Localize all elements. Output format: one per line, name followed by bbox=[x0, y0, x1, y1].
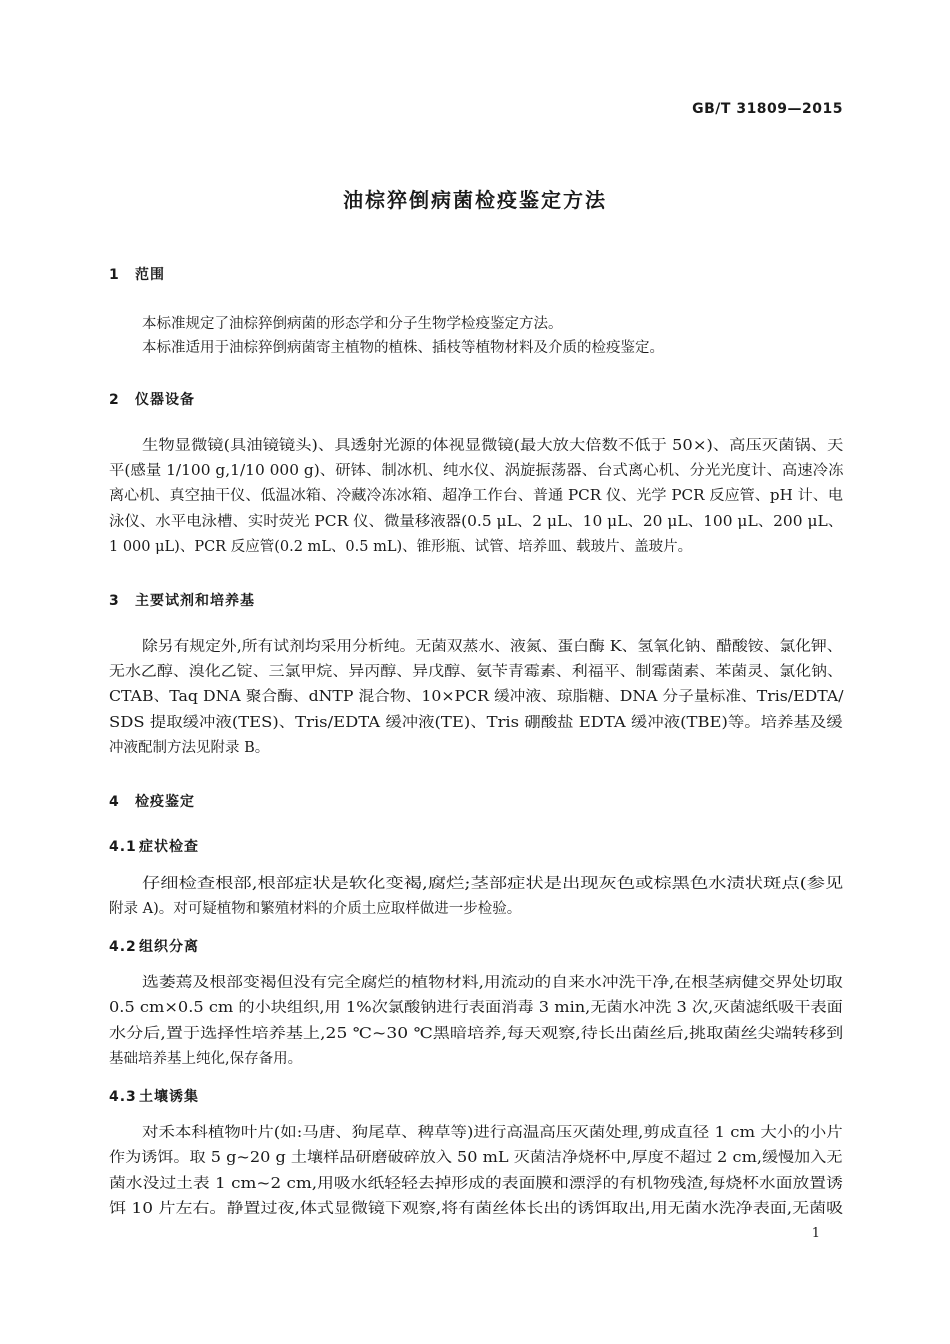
paragraph-line: 冲液配制方法见附录 B。 bbox=[109, 740, 270, 756]
paragraph-line: 水分后,置于选择性培养基上,25 ℃~30 ℃黑暗培养,每天观察,待长出菌丝后,挑取菌丝尖端转移到 bbox=[109, 1026, 844, 1042]
section-title: 范围 bbox=[135, 267, 165, 283]
paragraph-line: 对禾本科植物叶片(如:马唐、狗尾草、稗草等)进行高温高压灭菌处理,剪成直径 1 cm 大小的小片 bbox=[142, 1125, 843, 1141]
paragraph-line: 无水乙醇、溴化乙锭、三氯甲烷、异丙醇、异戊醇、氨苄青霉素、利福平、制霉菌素、苯菌灵、氯化钠、 bbox=[109, 664, 843, 680]
paragraph-line: 泳仪、水平电泳槽、实时荧光 PCR 仪、微量移液器(0.5 μL、2 μL、10 μL、20 μL、100 μL、200 μL、 bbox=[109, 514, 844, 530]
page-number: 1 bbox=[811, 1226, 820, 1241]
section-title: 症状检查 bbox=[139, 839, 199, 855]
paragraph-line: 本标准适用于油棕猝倒病菌寄主植物的植株、插枝等植物材料及介质的检疫鉴定。 bbox=[142, 340, 664, 356]
section-heading-4-1 bbox=[109, 836, 199, 856]
section-title: 土壤诱集 bbox=[139, 1089, 199, 1105]
paragraph-line: 除另有规定外,所有试剂均采用分析纯。无菌双蒸水、液氮、蛋白酶 K、氢氧化钠、醋酸铵、氯化钾、 bbox=[142, 639, 843, 655]
paragraph-line: 菌水没过土表 1 cm~2 cm,用吸水纸轻轻去掉形成的表面膜和漂浮的有机物残渣,每烧杯水面放置诱 bbox=[109, 1176, 843, 1192]
section-number: 4.3 bbox=[109, 1089, 137, 1105]
paragraph-line: 本标准规定了油棕猝倒病菌的形态学和分子生物学检疫鉴定方法。 bbox=[142, 316, 563, 332]
paragraph-line: 选萎蔫及根部变褐但没有完全腐烂的植物材料,用流动的自来水冲洗干净,在根茎病健交界处切取 bbox=[142, 975, 843, 991]
paragraph-line: 生物显微镜(具油镜镜头)、具透射光源的体视显微镜(最大放大倍数不低于 50×)、高压灭菌锅、天 bbox=[142, 438, 844, 454]
paragraph-line: 作为诱饵。取 5 g~20 g 土壤样品研磨破碎放入 50 mL 灭菌洁净烧杯中,厚度不超过 2 cm,缓慢加入无 bbox=[109, 1150, 843, 1166]
section-heading-1 bbox=[109, 264, 165, 284]
document-title: 油棕猝倒病菌检疫鉴定方法 bbox=[343, 188, 607, 212]
paragraph-line: 平(感量 1/100 g,1/10 000 g)、研钵、制冰机、纯水仪、涡旋振荡器、台式离心机、分光光度计、高速冷冻 bbox=[109, 463, 844, 479]
section-number: 4.1 bbox=[109, 839, 137, 855]
section-heading-2 bbox=[109, 389, 195, 409]
paragraph-line: 仔细检查根部,根部症状是软化变褐,腐烂;茎部症状是出现灰色或棕黑色水渍状斑点(参见 bbox=[142, 876, 844, 892]
section-number: 3 bbox=[109, 593, 120, 609]
paragraph-line: CTAB、Taq DNA 聚合酶、dNTP 混合物、10×PCR 缓冲液、琼脂糖、DNA 分子量标准、Tris/EDTA/ bbox=[109, 689, 844, 705]
section-heading-4-3 bbox=[109, 1086, 199, 1106]
paragraph-line: 离心机、真空抽干仪、低温冰箱、冷藏冷冻冰箱、超净工作台、普通 PCR 仪、光学 PCR 反应管、pH 计、电 bbox=[109, 488, 844, 504]
paragraph-line: 饵 10 片左右。静置过夜,体式显微镜下观察,将有菌丝体长出的诱饵取出,用无菌水洗净表面,无菌吸 bbox=[109, 1201, 844, 1217]
section-heading-4 bbox=[109, 791, 195, 811]
section-title: 检疫鉴定 bbox=[135, 794, 195, 810]
section-number: 2 bbox=[109, 392, 120, 408]
section-number: 1 bbox=[109, 267, 120, 283]
paragraph-line: SDS 提取缓冲液(TES)、Tris/EDTA 缓冲液(TE)、Tris 硼酸盐 EDTA 缓冲液(TBE)等。培养基及缓 bbox=[109, 715, 843, 731]
section-heading-3 bbox=[109, 590, 255, 610]
section-heading-4-2 bbox=[109, 936, 199, 956]
standard-number: GB/T 31809—2015 bbox=[692, 101, 843, 117]
section-number: 4.2 bbox=[109, 939, 137, 955]
section-title: 主要试剂和培养基 bbox=[135, 593, 255, 609]
section-title: 组织分离 bbox=[139, 939, 199, 955]
section-number: 4 bbox=[109, 794, 120, 810]
section-title: 仪器设备 bbox=[135, 392, 195, 408]
paragraph-line: 基础培养基上纯化,保存备用。 bbox=[109, 1051, 303, 1067]
paragraph-line: 0.5 cm×0.5 cm 的小块组织,用 1%次氯酸钠进行表面消毒 3 min,无菌水冲洗 3 次,灭菌滤纸吸干表面 bbox=[109, 1000, 843, 1016]
paragraph-line: 1 000 μL)、PCR 反应管(0.2 mL、0.5 mL)、锥形瓶、试管、培养皿、载玻片、盖玻片。 bbox=[109, 539, 693, 555]
paragraph-line: 附录 A)。对可疑植物和繁殖材料的介质土应取样做进一步检验。 bbox=[109, 901, 522, 917]
